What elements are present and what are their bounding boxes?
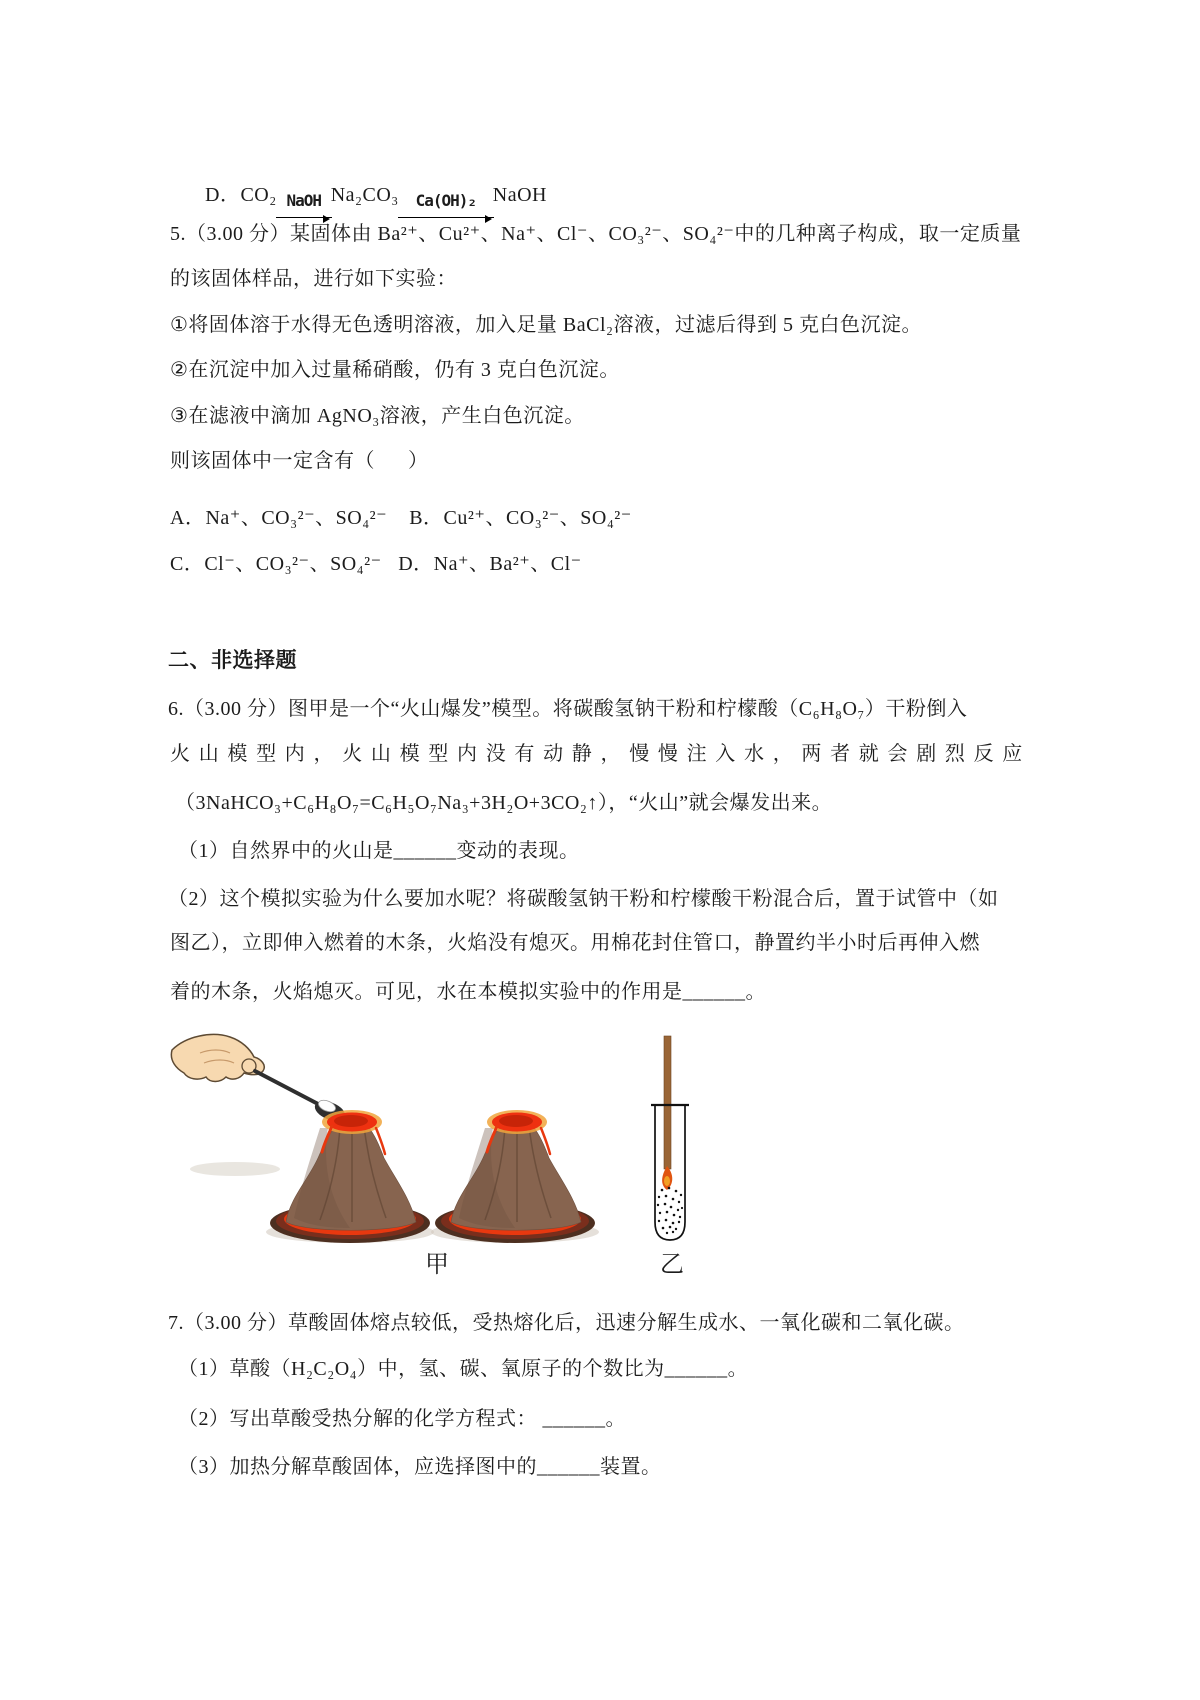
question-6-sub-2-line-2: 图乙），立即伸入燃着的木条，火焰没有熄灭。用棉花封住管口，静置约半小时后再伸入燃 [170,932,980,954]
question-7-sub-1: （1）草酸（H₂C₂O₄）中，氢、碳、氧原子的个数比为______。 [178,1358,749,1380]
question-6-sub-1: （1）自然界中的火山是______变动的表现。 [178,840,580,862]
ground-shadow [190,1162,280,1176]
arrow-line-icon [276,208,332,218]
reaction-condition-caoh2: Ca(OH)₂ [415,191,476,210]
option-d-label: D． [205,184,241,206]
figure-volcano-experiment [170,1030,710,1250]
question-7-sub-3: （3）加热分解草酸固体，应选择图中的______装置。 [178,1456,662,1478]
question-5-stem-line-1: 5.（3.00 分）某固体由 Ba²⁺、Cu²⁺、Na⁺、Cl⁻、CO₃²⁻、SO₄²⁻中的几种离子构成，取一定质量 [170,223,1022,245]
arrow-line-icon [398,208,494,218]
formula-naoh: NaOH [492,184,547,206]
reaction-condition-naoh: NaOH [286,191,321,210]
question-5-step-3: ③在滤液中滴加 AgNO₃溶液，产生白色沉淀。 [170,405,585,427]
question-7-stem: 7.（3.00 分）草酸固体熔点较低，受热熔化后，迅速分解生成水、一氧化碳和二氧化碳。 [168,1312,965,1334]
formula-na2co3: Na₂CO₃ [330,184,399,206]
question-6-sub-2-line-3: 着的木条，火焰熄灭。可见，水在本模拟实验中的作用是______。 [170,981,766,1003]
question-5-step-1: ①将固体溶于水得无色透明溶液，加入足量 BaCl₂溶液，过滤后得到 5 克白色沉淀。 [170,314,923,336]
hand-with-spoon-icon [171,1035,348,1125]
volcano-model-right [431,1110,599,1243]
section-2-heading: 二、非选择题 [168,648,297,672]
formula-co2: CO₂ [240,184,277,206]
question-6-sub-2-line-1: （2）这个模拟实验为什么要加水呢？将碳酸氢钠干粉和柠檬酸干粉混合后，置于试管中（如 [168,888,999,910]
figure-illustration [170,1030,710,1245]
wood-splint-stick [664,1036,671,1169]
figure-label-yi: 乙 [660,1252,684,1278]
question-6-equation-line: （3NaHCO₃+C₆H₈O₇=C₆H₅O₇Na₃+3H₂O+3CO₂↑），“火山”就会爆发出来。 [175,792,833,814]
question-5-step-2: ②在沉淀中加入过量稀硝酸，仍有 3 克白色沉淀。 [170,359,620,381]
question-6-stem-line-1: 6.（3.00 分）图甲是一个“火山爆发”模型。将碳酸氢钠干粉和柠檬酸（C₆H₈O₇）干粉倒入 [168,698,968,720]
question-5-stem-line-2: 的该固体样品，进行如下实验： [170,268,457,290]
reaction-arrow-1 [276,193,332,218]
question-6-stem-line-2: 火山模型内，火山模型内没有动静，慢慢注入水，两者就会剧烈反应 [170,743,1031,765]
volcano-model-left [266,1110,434,1243]
test-tube-with-splint [651,1036,689,1240]
reaction-arrow-2 [398,193,494,218]
question-7-sub-2: （2）写出草酸受热分解的化学方程式： ______。 [178,1408,626,1430]
question-5-options-a-b: A．Na⁺、CO₃²⁻、SO₄²⁻ B．Cu²⁺、CO₃²⁻、SO₄²⁻ [170,507,632,529]
question-5-prompt: 则该固体中一定含有（ ） [170,450,429,472]
powder-dots [657,1187,683,1235]
question-5-options-c-d: C．Cl⁻、CO₃²⁻、SO₄²⁻ D．Na⁺、Ba²⁺、Cl⁻ [170,553,582,575]
spoon-handle [255,1071,320,1105]
figure-label-jia: 甲 [425,1252,449,1278]
